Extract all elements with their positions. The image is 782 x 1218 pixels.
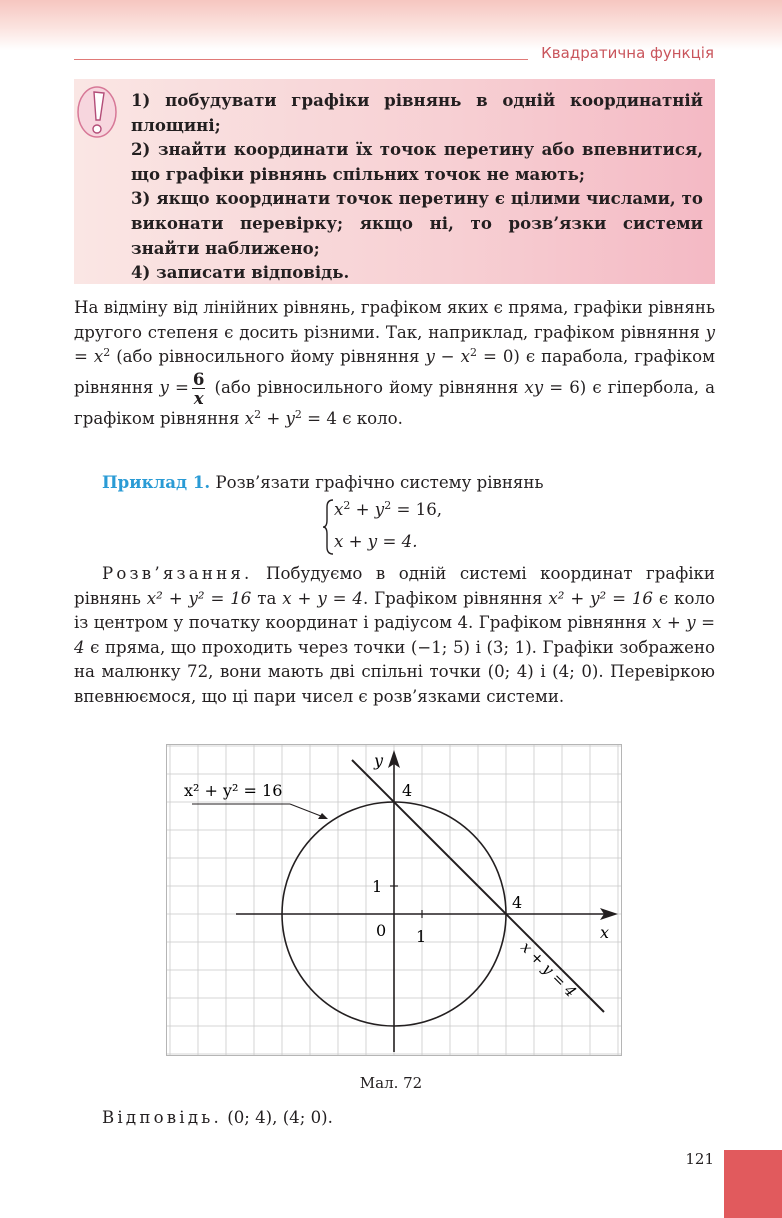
- answer-line: [102, 1108, 333, 1127]
- step-item: 3) якщо координати точок перетину є цілими числами, то виконати перевірку; якщо ні, то розв’язки системи знайти наближено;: [131, 188, 703, 258]
- solution-paragraph: Розв’язання. Побудуємо в одній системі координат графіки рівнянь x² + y² = 16 та x + y = 4. Графіком рівняння x² + y² = 16 є коло із центром у початку координат і радіусом 4. Графіком рівняння x + y = 4 є пряма, що проходить через точки (−1; 5) і (3; 1). Графіки зображено на малюнку 72, вони мають дві спільні точки (0; 4) і (4; 0). Перевіркою впевнюємося, що ці пари чисел є розв’язками системи.: [74, 564, 715, 706]
- page-number: 121: [685, 1150, 714, 1168]
- system-brace: [322, 498, 334, 556]
- y-tick-label: 1: [372, 877, 383, 896]
- line-label: x + y = 4: [517, 938, 580, 1001]
- step-item: 4) записати відповідь.: [131, 262, 350, 283]
- y-axis-label: y: [374, 751, 384, 770]
- point-label-x4: 4: [512, 893, 523, 912]
- top-decor-band: [0, 0, 782, 50]
- running-header: Квадратична функція: [541, 44, 714, 62]
- exclamation-icon: [75, 84, 121, 140]
- header-rule: [74, 59, 528, 60]
- figure-72: [166, 744, 622, 1056]
- x-tick-label: 1: [416, 927, 427, 946]
- system-equation-1: $x^2 + y^2 = 16$,: [334, 499, 443, 519]
- example-heading: Приклад 1. Розв’язати графічно систему рівнянь: [102, 472, 544, 492]
- system-equation-2: x + y = 4.: [334, 532, 418, 551]
- equation-system: [322, 498, 522, 556]
- circle-label: x² + y² = 16: [184, 781, 283, 800]
- origin-label: 0: [376, 921, 387, 940]
- solution-label: Розв’язання.: [102, 564, 253, 583]
- step-item: 2) знайти координати їх точок перетину або впевнитися, що графіки рівнянь спільних точок не мають;: [131, 139, 703, 184]
- corner-accent: [724, 1150, 782, 1218]
- figure-caption: Мал. 72: [359, 1074, 423, 1092]
- point-label-y4: 4: [402, 781, 413, 800]
- example-label: Приклад 1.: [102, 472, 211, 492]
- answer-text: (0; 4), (4; 0).: [221, 1108, 333, 1127]
- fraction: $\frac{6}{x}$: [192, 368, 205, 408]
- algorithm-steps: [131, 88, 703, 285]
- x-axis-label: x: [600, 923, 610, 942]
- intro-paragraph: На відміну від лінійних рівнянь, графіком яких є пряма, графіки рівнянь другого степеня є досить різними. Так, наприклад, графіком рівняння $y = x^2$ (або рівносильного йому рівняння $y - x^2 = 0$) є парабола, графіком рівняння y = $\frac{6}{x}$ (або рівносильного йому рівняння xy = 6) є гіпербола, а графіком рівняння $x^2 + y^2 = 4$ є коло.: [74, 298, 715, 428]
- answer-label: Відповідь.: [102, 1108, 222, 1127]
- step-item: 1) побудувати графіки рівнянь в одній координатній площині;: [131, 90, 703, 135]
